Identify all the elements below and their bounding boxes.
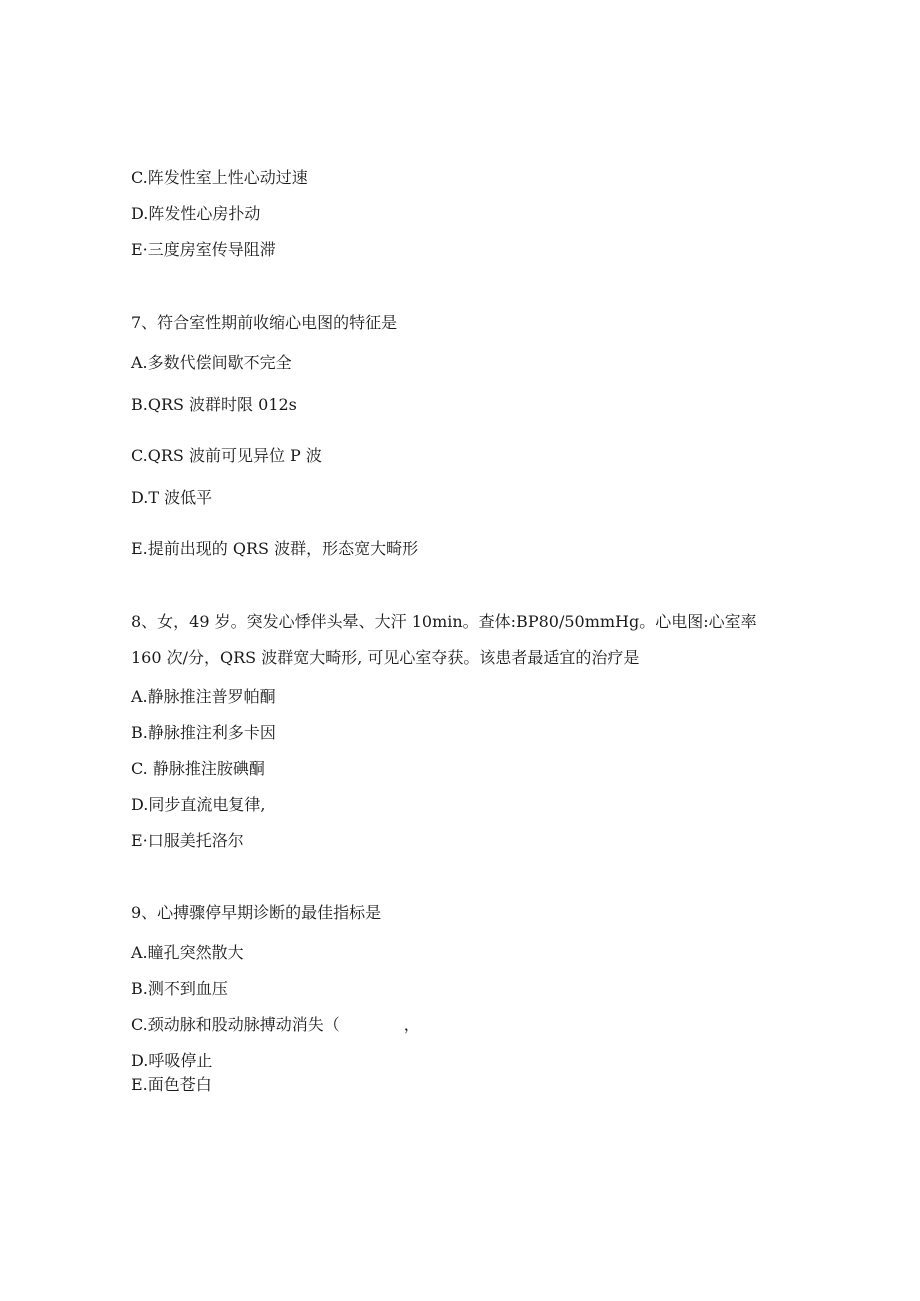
q7-option-a: A.多数代偿间歇不完全 xyxy=(131,353,292,372)
q8-option-b: B.静脉推注利多卡因 xyxy=(131,723,276,742)
q8-option-a: A.静脉推注普罗帕酮 xyxy=(131,687,276,706)
q7-stem: 7、符合室性期前收缩心电图的特征是 xyxy=(131,313,398,332)
q8-option-e: E·口服美托洛尔 xyxy=(131,831,244,850)
q7-option-d: D.T 波低平 xyxy=(131,488,213,507)
q7-option-e: E.提前出现的 QRS 波群，形态宽大畸形 xyxy=(131,539,419,558)
q9-stem: 9、心搏骤停早期诊断的最佳指标是 xyxy=(131,903,382,922)
q9-option-a: A.瞳孔突然散大 xyxy=(131,943,244,962)
q8-option-c: C. 静脉推注胺碘酮 xyxy=(131,759,265,778)
q9-option-c: C.颈动脉和股动脉搏动消失（ ， xyxy=(131,1015,420,1034)
q9-option-d: D.呼吸停止 xyxy=(131,1051,213,1070)
q7-option-c: C.QRS 波前可见异位 P 波 xyxy=(131,446,322,465)
q6-option-d: D.阵发性心房扑动 xyxy=(131,204,261,223)
q9-option-e: E.面色苍白 xyxy=(131,1075,212,1094)
q8-option-d: D.同步直流电复律, xyxy=(131,795,266,814)
q6-option-e: E·三度房室传导阻滞 xyxy=(131,240,276,259)
q8-stem-line1: 8、女，49 岁。突发心悸伴头晕、大汗 10min。查体:BP80/50mmHg。心电图:心室率 xyxy=(131,612,757,631)
q7-option-b: B.QRS 波群时限 012s xyxy=(131,395,297,414)
q9-option-b: B.测不到血压 xyxy=(131,979,228,998)
q6-option-c: C.阵发性室上性心动过速 xyxy=(131,168,308,187)
q8-stem-line2: 160 次/分，QRS 波群宽大畸形, 可见心室夺获。该患者最适宜的治疗是 xyxy=(131,648,640,667)
